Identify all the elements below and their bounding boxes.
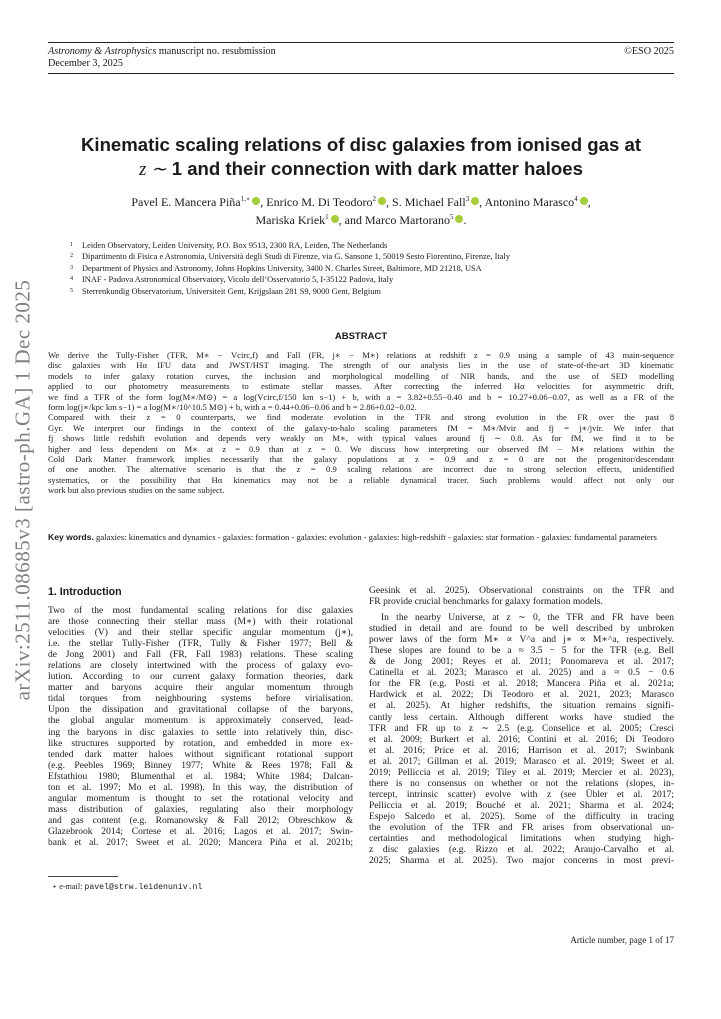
- author-affil-sup: 4: [574, 195, 578, 203]
- abstract-line: we find a TFR of the form log(M∗/M⊙) = a log(Vcirc,f/150 km s−1) + b, with a = 3.82+0.55−0.40 and b = 10.27+0.06−0.07, as well as a FR of the: [48, 391, 674, 402]
- footnote-email[interactable]: pavel@strw.leidenuniv.nl: [84, 883, 203, 892]
- author-name: Mariska Kriek: [255, 212, 326, 227]
- keywords: [48, 532, 674, 543]
- author-name: and Marco Martorano: [344, 212, 450, 227]
- affiliation-number: 3: [70, 263, 74, 271]
- text-line: like structures supported by rotation, and embedded in more ex-: [48, 737, 353, 749]
- page-footer: Article number, page 1 of 17: [570, 935, 674, 945]
- text-line: ing the baryons in disc galaxies to settle into relatively thin, disc-: [48, 726, 353, 738]
- abstract-line: systematics, or the possibility that Hα kinematics may not be a reliable dynamical tracer. Such problems would affect not only our: [48, 474, 674, 485]
- text-line: These slopes are found to be a ≈ 3.5 − 5 for the TFR (e.g. Bell: [369, 645, 674, 657]
- text-line: Upon the dissipation and gravitational collapse of the baryons,: [48, 704, 353, 716]
- text-line: certainties and methodological limitations when studying high-: [369, 833, 674, 845]
- affiliation-number: 2: [70, 252, 74, 260]
- paper-title: [48, 133, 674, 182]
- keywords-label: Key words.: [48, 532, 94, 542]
- orcid-icon[interactable]: [331, 215, 339, 223]
- author-affil-sup: 2: [372, 195, 377, 203]
- text-line: mass distribution of galaxies, regulating also their morphology: [48, 803, 353, 815]
- text-line: 2025; Sharma et al. 2025). Two major concerns in most previ-: [369, 855, 674, 867]
- text-line: (e.g. Peebles 1969; Binney 1977; White & Rees 1978; Fall &: [48, 759, 353, 771]
- text-line: matter and baryons acquire their angular momentum through: [48, 682, 353, 694]
- text-line: power laws of the form M∗ ∝ V^a and j∗ ∝ M∗^a, respectively.: [369, 634, 674, 646]
- text-line: z disc galaxies (e.g. Rizzo et al. 2022; Araujo-Carvalho et al.: [369, 844, 674, 856]
- text-line: relations are closely intertwined with the process of galaxy evo-: [48, 660, 353, 672]
- text-line: et al. 2025). At higher redshifts, the situation remains signifi-: [369, 700, 674, 712]
- affiliation-item: [70, 263, 670, 274]
- author-affil-sup: 5: [449, 212, 454, 221]
- text-line: Pelliccia et al. 2019; Bouché et al. 2021; Sharma et al. 2024;: [369, 799, 674, 811]
- text-line: are those connecting their stellar mass (M∗) with their rotational: [48, 616, 353, 628]
- affiliation-number: 1: [70, 241, 74, 248]
- text-line: i.e. the stellar Tully-Fisher (TFR, Tully & Fisher 1977; Bell &: [48, 638, 353, 650]
- text-line: FR provide crucial benchmarks for galaxy formation models.: [369, 596, 603, 608]
- abstract-body: [48, 350, 674, 496]
- abstract-line: work but also previous studies on the same subject.: [48, 485, 225, 496]
- affiliation-item: [70, 274, 670, 285]
- orcid-icon[interactable]: [471, 197, 479, 205]
- text-line: ton et al. 1997; Mo et al. 1998). In this way, the distribution of: [48, 781, 353, 793]
- affiliation-number: 5: [70, 286, 74, 294]
- text-line: the evolution of the TFR and FR arises from observational un-: [369, 821, 674, 833]
- text-line: for the FR (e.g. Posti et al. 2018; Mancera Piña et al. 2021a;: [369, 678, 674, 690]
- author-name: Enrico M. Di Teodoro: [266, 195, 373, 209]
- abstract-line: Gyr. We interpret our findings in the context of the galaxy-to-halo scaling parameters fM = M∗/Mvir and fj = j∗/jvir. We infer that: [48, 422, 674, 433]
- orcid-icon[interactable]: [455, 215, 463, 223]
- section-title: Introduction: [59, 586, 122, 598]
- section-number: 1.: [48, 586, 57, 598]
- abstract-line: Compared with their z = 0 counterparts, we find moderate evolution in the TFR and strong evolution in the FR over the past 8: [48, 412, 674, 423]
- text-line: the global angular momentum is approximately conserved, lead-: [48, 715, 353, 727]
- footnote: [52, 881, 202, 892]
- text-line: there is no consensus on whether or not the relations (slopes, in-: [369, 777, 674, 789]
- text-line: TFR and FR up to z ∼ 2.5 (e.g. Conselice et al. 2005; Cresci: [369, 722, 674, 734]
- title-line-2: [48, 157, 674, 182]
- affiliation-text: Dipartimento di Fisica e Astronomia, Università degli Studi di Firenze, via G. Sansone 1, 50019 Sesto Fiorentino, Firenze, Italy: [82, 252, 510, 262]
- text-line: Two of the most fundamental scaling relations for disc galaxies: [48, 605, 353, 616]
- text-line: 2019; Pelliccia et al. 2019; Tiley et al. 2019; Mercier et al. 2023),: [369, 766, 674, 778]
- affiliation-item: [70, 286, 670, 297]
- author-name: Pavel E. Mancera Piña: [131, 195, 241, 209]
- text-line: Hardwick et al. 2022; Di Teodoro et al. 2021, 2023; Marasco: [369, 689, 674, 701]
- author-affil-sup: 1: [325, 212, 329, 221]
- text-line: & de Jong 2001; Reyes et al. 2011; Ponomareva et al. 2017;: [369, 656, 674, 668]
- author-affil-sup: 3: [465, 195, 470, 203]
- abstract-line: higher and less dependent on M∗ at z = 0.9 than at z = 0. We discuss how interpreting our observed fM − M∗ relations within the: [48, 443, 674, 454]
- orcid-icon[interactable]: [252, 197, 260, 205]
- abstract-line: models to infer galaxy rotation curves, the inclusion and morphological modelling of NIR bands, and the use of SED modelling: [48, 370, 674, 381]
- text-line: In the nearby Universe, at z ∼ 0, the TFR and FR have been: [381, 612, 674, 624]
- text-line: and gas content (e.g. Romanowsky & Fall 2012; Obreschkow &: [48, 814, 353, 826]
- orcid-icon[interactable]: [580, 197, 588, 205]
- affiliations: [70, 240, 670, 297]
- text-line: Efstathiou 1980; Blumenthal et al. 1984; White 1984; Dalcan-: [48, 770, 353, 782]
- affiliation-item: [70, 240, 670, 251]
- author-line-2: Mariska Kriek$^1$ , and Marco Martorano$^5$ .: [255, 212, 467, 227]
- author-line-1: Pavel E. Mancera Piña$^{1,⋆}$ , Enrico M. Di Teodoro$^2$ , S. Michael Fall$^3$ , Antonino Marasco$^4$ ,: [131, 195, 591, 209]
- text-line: et al. 2017; Gillman et al. 2019; Marasco et al. 2019; Sweet et al.: [369, 755, 674, 767]
- text-line: Catinella et al. 2023; Marasco et al. 2025) and a ≈ 0.5 − 0.6: [369, 667, 674, 679]
- text-line: bank et al. 2017; Sweet et al. 2020; Mancera Piña et al. 2021b;: [48, 836, 353, 848]
- text-line: Espejo Salcedo et al. 2025). Some of the difficulty in tracing: [369, 810, 674, 822]
- abstract-heading: ABSTRACT: [334, 331, 388, 342]
- arxiv-id[interactable]: arXiv:2511.08685v3 [astro-ph.GA] 1 Dec 2025: [10, 279, 35, 701]
- text-line: angular momentum is thought to set the rotational velocity and: [48, 792, 353, 804]
- affiliation-text: Leiden Observatory, Leiden University, P.O. Box 9513, 2300 RA, Leiden, The Netherlands: [82, 241, 388, 250]
- footnote-label: e-mail:: [59, 882, 83, 891]
- header-left: [48, 46, 276, 70]
- copyright: ©ESO 2025: [624, 46, 674, 57]
- arxiv-stamp: [8, 265, 38, 715]
- text-line: velocities (V) and their stellar specific angular momentum (j∗),: [48, 627, 353, 639]
- right-column: [369, 585, 674, 866]
- keywords-text: galaxies: kinematics and dynamics - galaxies: formation - galaxies: evolution - galaxies: high-redshift - galaxies: star formation - galaxies: fundamental parameters: [96, 532, 657, 542]
- affiliation-text: Sterrenkundig Observatorium, Universiteit Gent, Krijgslaan 281 S9, 9000 Gent, Belgium: [82, 286, 381, 296]
- abstract-line: disc galaxies with Hα IFU data and JWST/HST imaging. The strength of our analysis lies in the use of state-of-the-art 3D kinematic: [48, 360, 674, 371]
- text-line: et al. 2009; Burkert et al. 2016; Contini et al. 2016; Di Teodoro: [369, 733, 674, 745]
- text-line: lution. According to our current galaxy formation theories, dark: [48, 671, 353, 683]
- abstract-line: of one another. The alternative scenario is that the z = 0.9 scaling relations are incorrect due to strong selection effects, unidentified: [48, 464, 674, 475]
- footnote-rule: [48, 876, 118, 877]
- text-line: cantly less certain. Although different works have studied the: [369, 711, 674, 723]
- text-line: studied in detail and are found to be well described by unbroken: [369, 623, 674, 635]
- abstract-line: applied to our photometry measurements to estimate stellar masses. After correcting the inferred Hα velocities for asymmetric drift,: [48, 381, 674, 392]
- abstract-line: We derive the Tully-Fisher (TFR, M∗ − Vcirc,f) and Fall (FR, j∗ − M∗) relations at redshift z = 0.9 using a sample of 43 main-sequence: [48, 350, 674, 360]
- footnote-marker: ⋆: [52, 882, 58, 891]
- header-date: December 3, 2025: [48, 58, 123, 69]
- running-header: [48, 42, 674, 74]
- author-name: Antonino Marasco: [484, 195, 575, 209]
- title-line-1: Kinematic scaling relations of disc galaxies from ionised gas at: [80, 134, 642, 155]
- text-line: Glazebrook 2014; Cortese et al. 2016; Lagos et al. 2017; Swin-: [48, 825, 353, 837]
- title-z: z ∼: [139, 159, 167, 180]
- abstract-line: form log(j∗/kpc km s−1) = a log(M∗/10^10.5 M⊙) + b, with a = 0.44+0.06−0.06 and b = 2.86+0.02−0.02.: [48, 402, 417, 413]
- affiliation-text: Department of Physics and Astronomy, Johns Hopkins University, 3400 N. Charles Street, Baltimore, MD 21218, USA: [82, 263, 482, 273]
- text-line: tidal torques from neighbouring systems before virialisation.: [48, 693, 353, 705]
- author-affil-sup: 1,⋆: [240, 195, 251, 203]
- affiliation-text: INAF - Padova Astronomical Observatory, Vicolo dell’Osservatorio 5, I-35122 Padova, Italy: [82, 275, 394, 285]
- title-line-2-rest: 1 and their connection with dark matter haloes: [166, 158, 583, 179]
- journal-name: Astronomy & Astrophysics: [48, 46, 157, 57]
- author-list: [70, 192, 652, 227]
- text-line: Geesink et al. 2025). Observational constraints on the TFR and: [369, 585, 674, 596]
- text-line: et al. 2016; Price et al. 2016; Harrison et al. 2017; Swinbank: [369, 744, 674, 756]
- left-column: [48, 605, 353, 848]
- affiliation-item: [70, 251, 670, 262]
- abstract-line: fj shows little redshift evolution and depends very weakly on M∗, with typical values around fj ∼ 0.8. As for fM, we find it to be: [48, 433, 674, 444]
- manuscript-label: manuscript no. resubmission: [158, 46, 276, 57]
- text-line: de Jong 2001) and Fall (FR, Fall 1983) relations. These scaling: [48, 649, 353, 661]
- text-line: tended dark matter haloes without significant rotational support: [48, 748, 353, 760]
- section-heading: [48, 586, 122, 598]
- orcid-icon[interactable]: [378, 197, 386, 205]
- abstract-line: Cold Dark Matter framework implies necessarily that the galaxy populations at z = 0.9 and z = 0 are not the progenitor/descendant: [48, 454, 674, 465]
- author-name: S. Michael Fall: [392, 195, 466, 209]
- affiliation-number: 4: [70, 275, 74, 283]
- text-line: tercept, intrinsic scatter) evolve with z (see Übler et al. 2017;: [369, 788, 674, 800]
